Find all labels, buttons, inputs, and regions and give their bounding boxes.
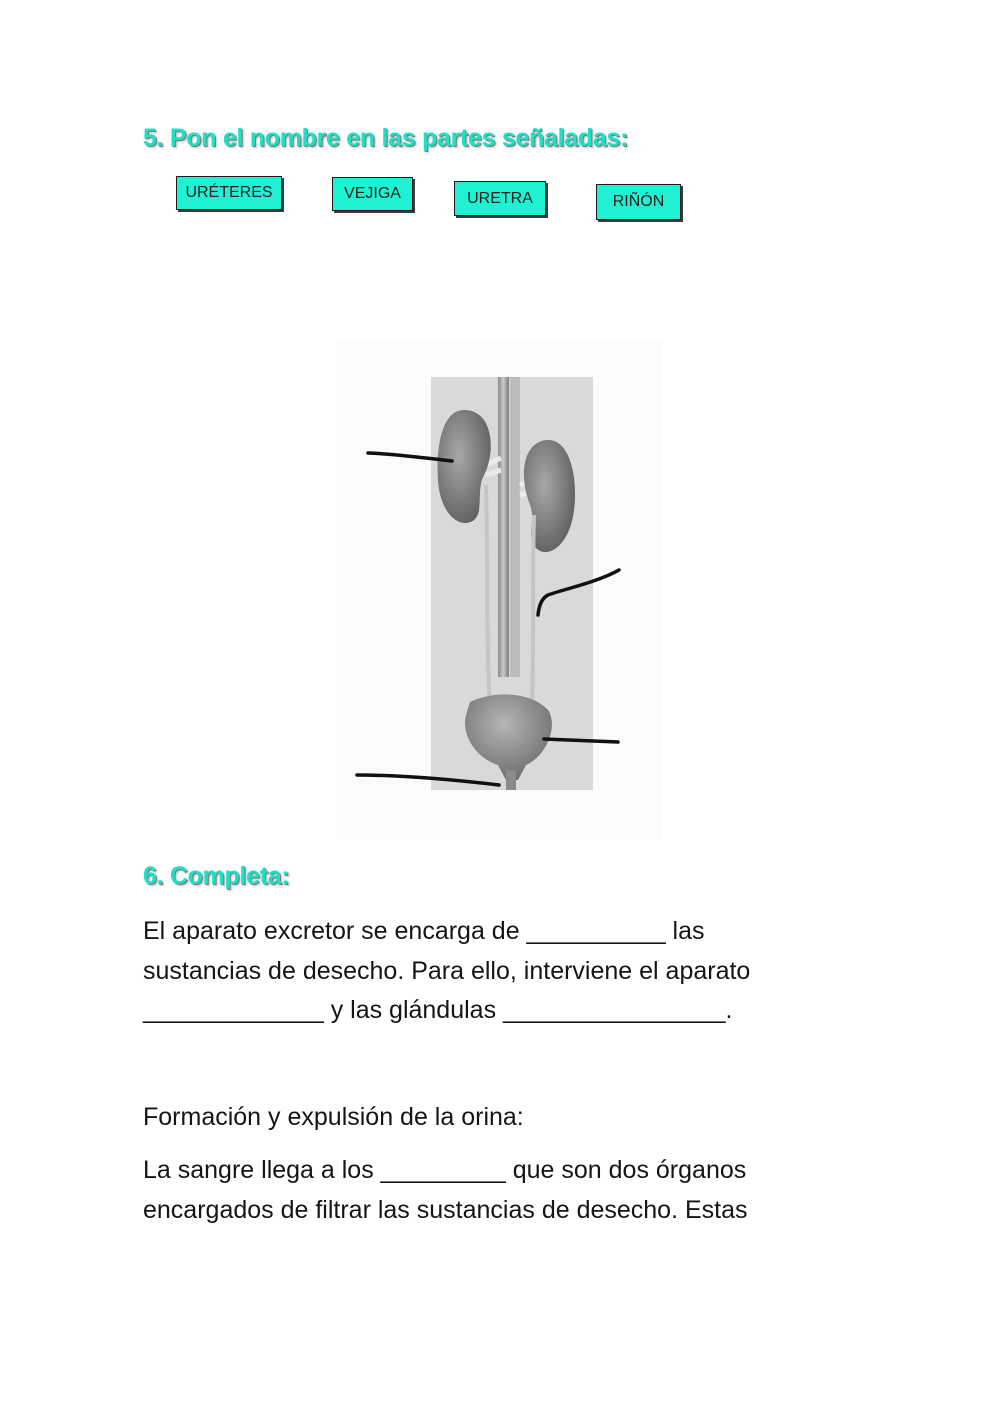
paragraph-1-line-1: El aparato excretor se encarga de __________ las	[143, 917, 705, 945]
section-5-title: 5. Pon el nombre en las partes señaladas:	[143, 124, 629, 152]
label-vejiga[interactable]: VEJIGA	[332, 177, 413, 211]
urinary-system-diagram	[336, 340, 662, 840]
paragraph-1-line-3: _____________ y las glándulas ________________.	[143, 996, 733, 1024]
paragraph-1-line-2: sustancias de desecho. Para ello, interviene el aparato	[143, 956, 751, 985]
paragraph-2-line-1: La sangre llega a los _________ que son dos órganos	[143, 1156, 747, 1184]
label-uretra[interactable]: URETRA	[454, 181, 546, 216]
section-6-title: 6. Completa:	[143, 862, 290, 890]
paragraph-2-line-2: encargados de filtrar las sustancias de desecho. Estas	[143, 1195, 748, 1224]
label-rinon[interactable]: RIÑÓN	[596, 184, 681, 220]
aorta	[498, 377, 509, 677]
subtitle-urine-formation: Formación y expulsión de la orina:	[143, 1103, 524, 1131]
fill-in-paragraph-1	[143, 912, 863, 1031]
fill-in-paragraph-2	[143, 1151, 863, 1230]
label-ureteres[interactable]: URÉTERES	[176, 176, 282, 210]
vena-cava	[510, 377, 520, 677]
right-ureter	[532, 515, 534, 705]
urethra	[506, 770, 516, 790]
